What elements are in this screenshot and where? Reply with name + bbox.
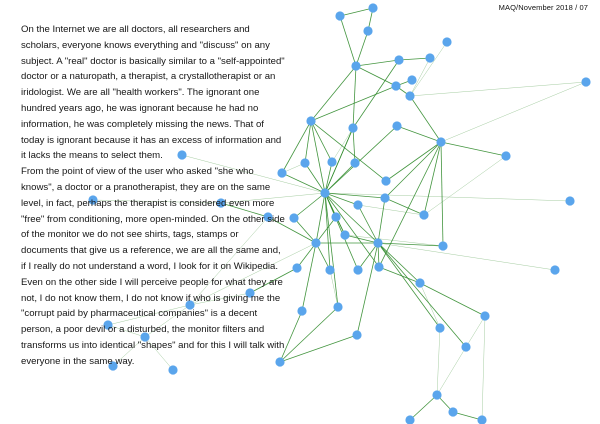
graph-edge (378, 198, 385, 243)
graph-node (442, 37, 451, 46)
graph-edge (345, 235, 378, 243)
graph-node (419, 210, 428, 219)
graph-node (350, 158, 359, 167)
graph-node (325, 265, 334, 274)
graph-node (374, 262, 383, 271)
graph-node (352, 330, 361, 339)
graph-node (300, 158, 309, 167)
graph-node (353, 265, 362, 274)
graph-edge-faint (358, 205, 424, 215)
article-paragraph-1: On the Internet we are all doctors, all researchers and scholars, everyone knows everything and "discuss" on any subject. A "real" doctor is basically similar to a "self-appointed" doctor or a naturopath, a therapist, a crystallotherapist or an iridologist. We are all "health workers". The ignorant one hundred years ago, he was ignorant because he had no information, he was completely missing the news. That of today is ignorant because it has an excess of information and it lacks the means to select them. (21, 24, 285, 162)
graph-edge-faint (420, 283, 440, 328)
graph-node (368, 3, 377, 12)
graph-edge-faint (437, 328, 440, 395)
graph-node (405, 91, 414, 100)
graph-edge (410, 395, 437, 420)
graph-node (348, 123, 357, 132)
graph-edge (420, 283, 485, 316)
graph-node (292, 263, 301, 272)
graph-edge-faint (482, 316, 485, 420)
graph-node (340, 230, 349, 239)
graph-edge (424, 142, 441, 215)
graph-node (320, 188, 329, 197)
graph-edge (356, 31, 368, 66)
graph-node (335, 11, 344, 20)
graph-node (289, 213, 298, 222)
graph-edge (325, 162, 332, 193)
graph-node (353, 200, 362, 209)
graph-edge (379, 142, 441, 267)
graph-edge-faint (330, 270, 338, 307)
graph-edge (410, 96, 441, 142)
graph-node (394, 55, 403, 64)
graph-node (351, 61, 360, 70)
graph-edge (294, 218, 316, 243)
graph-edge (353, 60, 399, 128)
graph-edge (358, 205, 378, 243)
graph-node (391, 81, 400, 90)
graph-node (381, 176, 390, 185)
graph-edge (385, 198, 424, 215)
graph-edge (378, 243, 466, 347)
graph-edge-faint (325, 193, 570, 201)
graph-node (436, 137, 445, 146)
graph-node (480, 311, 489, 320)
graph-node (380, 193, 389, 202)
graph-edge (378, 243, 420, 283)
graph-edge-faint (424, 156, 506, 215)
article-paragraph-2: From the point of view of the user who asked "she who knows", a doctor or a pranotherapist, they are on the same level, in fact, perhaps the therapist is considered even more "free" from conditioning, more open-minded. On the other side of the monitor we do not see shirts, tags, stamps or documents that give us a reference, we are all the same and, if I really do not understand a word, I look for it on Wikipedia. Even on the other side I will perceive people for what they are not, I do not know them, I do not know if who is giving me the "corrupt paid by pharmaceutical companies" is a decent person, a poor devil or a disturbed, the monitor filters and transforms us into identical "shapes" and for this I will talk with everyone in the same way. (21, 166, 285, 367)
graph-edge-faint (410, 82, 586, 96)
graph-edge (311, 121, 332, 162)
graph-edge-faint (441, 82, 586, 142)
graph-node (392, 121, 401, 130)
graph-node (550, 265, 559, 274)
graph-node (501, 151, 510, 160)
graph-node (333, 302, 342, 311)
graph-edge (378, 243, 440, 328)
graph-edge-faint (437, 347, 466, 395)
graph-edge-faint (466, 316, 485, 347)
graph-edge (325, 163, 355, 193)
graph-edge (356, 60, 399, 66)
graph-node (425, 53, 434, 62)
graph-edge (302, 243, 316, 311)
graph-node (435, 323, 444, 332)
graph-edge (305, 121, 311, 163)
graph-node (363, 26, 372, 35)
graph-edge (399, 58, 430, 60)
graph-edge (294, 193, 325, 218)
graph-edge (280, 335, 357, 362)
graph-edge (353, 66, 356, 128)
graph-node (477, 415, 486, 424)
graph-edge-faint (332, 128, 353, 162)
graph-node (311, 238, 320, 247)
graph-node (565, 196, 574, 205)
graph-edge (316, 217, 336, 243)
issue-label: MAQ/November 2018 / 07 (498, 3, 588, 12)
graph-edge (441, 142, 506, 156)
graph-node (407, 75, 416, 84)
graph-edge (356, 66, 396, 86)
graph-edge (340, 8, 373, 16)
graph-node (327, 157, 336, 166)
graph-edge (311, 66, 356, 121)
graph-edge (340, 16, 356, 66)
graph-node (306, 116, 315, 125)
graph-edge (441, 142, 443, 246)
graph-node (415, 278, 424, 287)
graph-node (297, 306, 306, 315)
graph-edge (316, 193, 325, 243)
graph-edge (379, 267, 420, 283)
graph-node (432, 390, 441, 399)
graph-node (581, 77, 590, 86)
graph-node (448, 407, 457, 416)
graph-node (438, 241, 447, 250)
graph-edge (353, 128, 355, 163)
graph-edge (311, 121, 386, 181)
graph-node (461, 342, 470, 351)
graph-edge (325, 193, 338, 307)
graph-node (373, 238, 382, 247)
graph-edge (386, 142, 441, 181)
graph-edge-faint (410, 42, 447, 96)
graph-node (331, 212, 340, 221)
graph-edge (397, 126, 441, 142)
graph-edge (385, 142, 441, 198)
graph-edge-faint (378, 243, 555, 270)
graph-edge (280, 307, 338, 362)
article-text (21, 22, 286, 370)
